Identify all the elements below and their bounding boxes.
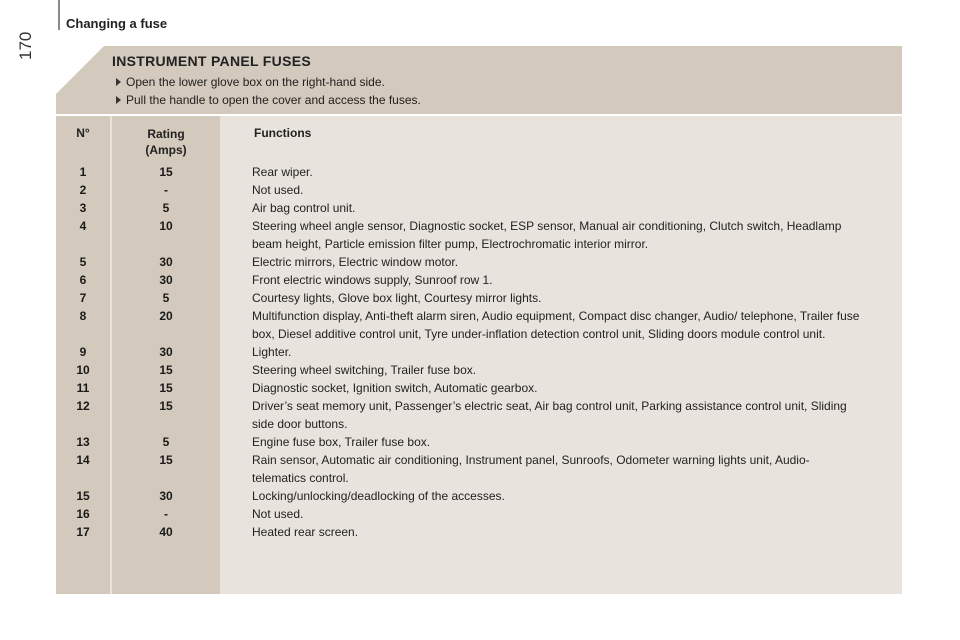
fuse-function: Air bag control unit. — [252, 201, 356, 215]
fuse-number: 9 — [79, 345, 87, 359]
fuse-number: 7 — [79, 291, 87, 305]
fuse-number: 16 — [76, 507, 90, 521]
page-number: 170 — [16, 31, 35, 60]
header-title: INSTRUMENT PANEL FUSES — [112, 53, 311, 69]
table-row — [56, 451, 902, 487]
instruction-text: Open the lower glove box on the right-hand side. — [126, 75, 385, 89]
fuse-function: Courtesy lights, Glove box light, Courtesy mirror lights. — [252, 291, 542, 305]
fuse-rating: 15 — [159, 453, 173, 467]
fuse-function: Lighter. — [252, 345, 292, 359]
fuse-number: 11 — [76, 381, 90, 395]
table-row — [56, 397, 902, 433]
table-row — [56, 433, 902, 451]
fuse-rating: 15 — [159, 165, 173, 179]
instruction-item — [116, 91, 421, 109]
fuse-function: Engine fuse box, Trailer fuse box. — [252, 435, 431, 449]
fuse-number: 6 — [79, 273, 87, 287]
fuse-rating: - — [164, 183, 168, 197]
table-row — [56, 199, 902, 217]
fuse-rating: 30 — [159, 273, 173, 287]
table-row — [56, 379, 902, 397]
instruction-text: Pull the handle to open the cover and access the fuses. — [126, 93, 421, 107]
fuse-rating: 15 — [159, 399, 173, 413]
fuse-function: Heated rear screen. — [252, 525, 359, 539]
fuse-function: Electric mirrors, Electric window motor. — [252, 255, 459, 269]
side-bar-decoration — [58, 0, 60, 30]
fuse-function: Multifunction display, Anti-theft alarm siren, Audio equipment, Compact disc changer, Audio/ telephone, Trailer fuse box, Diesel additive control unit, Tyre under-inflation detection control unit, Sliding doors module control unit. — [252, 309, 860, 341]
fuse-number: 12 — [76, 399, 90, 413]
fuse-rating: 15 — [159, 381, 173, 395]
fuse-rating: 20 — [159, 309, 173, 323]
fuse-number: 3 — [79, 201, 87, 215]
fuse-rating: 30 — [159, 255, 173, 269]
fuse-rating: 5 — [162, 291, 170, 305]
table-row — [56, 217, 902, 253]
fuse-number: 1 — [79, 165, 87, 179]
fuse-function: Steering wheel switching, Trailer fuse box. — [252, 363, 477, 377]
fuse-function: Not used. — [252, 183, 304, 197]
table-row — [56, 487, 902, 505]
fuse-function: Front electric windows supply, Sunroof row 1. — [252, 273, 493, 287]
fuse-number: 2 — [79, 183, 87, 197]
instruction-list — [116, 73, 421, 109]
header-number: N° — [76, 126, 90, 140]
fuse-function: Not used. — [252, 507, 304, 521]
fuse-function: Driver’s seat memory unit, Passenger’s electric seat, Air bag control unit, Parking assistance control unit, Sliding side door buttons. — [252, 399, 847, 431]
instruction-item — [116, 73, 421, 91]
header-rating — [112, 126, 220, 158]
fuse-rating: 40 — [159, 525, 173, 539]
fuse-number: 14 — [76, 453, 90, 467]
fuse-number: 13 — [76, 435, 90, 449]
fuse-function: Locking/unlocking/deadlocking of the accesses. — [252, 489, 505, 503]
table-row — [56, 523, 902, 541]
fuse-number: 10 — [76, 363, 90, 377]
fuse-function: Diagnostic socket, Ignition switch, Automatic gearbox. — [252, 381, 538, 395]
fuse-number: 17 — [76, 525, 90, 539]
fuse-rating: 5 — [162, 201, 170, 215]
header-rating-line2: (Amps) — [145, 143, 187, 157]
table-row — [56, 289, 902, 307]
fuse-rating: 5 — [162, 435, 170, 449]
header-rating-line1: Rating — [147, 127, 185, 141]
fuse-number: 15 — [76, 489, 90, 503]
fuse-rows — [56, 163, 902, 541]
fuse-number: 4 — [79, 219, 87, 233]
table-row — [56, 163, 902, 181]
table-row — [56, 361, 902, 379]
table-row — [56, 343, 902, 361]
fuse-number: 5 — [79, 255, 87, 269]
fuse-rating: 30 — [159, 345, 173, 359]
fuse-rating: 30 — [159, 489, 173, 503]
table-row — [56, 181, 902, 199]
header-functions: Functions — [254, 126, 312, 140]
fuse-number: 8 — [79, 309, 87, 323]
fuse-function: Rear wiper. — [252, 165, 313, 179]
table-row — [56, 505, 902, 523]
fuse-function: Rain sensor, Automatic air conditioning, Instrument panel, Sunroofs, Odometer warning lights unit, Audio-telematics control. — [252, 453, 810, 485]
table-row — [56, 307, 902, 343]
arrow-bullet-icon — [116, 96, 121, 104]
fuse-rating: 15 — [159, 363, 173, 377]
fuse-function: Steering wheel angle sensor, Diagnostic socket, ESP sensor, Manual air conditioning, Clutch switch, Headlamp beam height, Particle emission filter pump, Electrochromatic interior mirror. — [252, 219, 842, 251]
fuse-rating: 10 — [159, 219, 173, 233]
table-row — [56, 271, 902, 289]
fuse-rating: - — [164, 507, 168, 521]
section-title: Changing a fuse — [66, 16, 168, 31]
arrow-bullet-icon — [116, 78, 121, 86]
table-row — [56, 253, 902, 271]
